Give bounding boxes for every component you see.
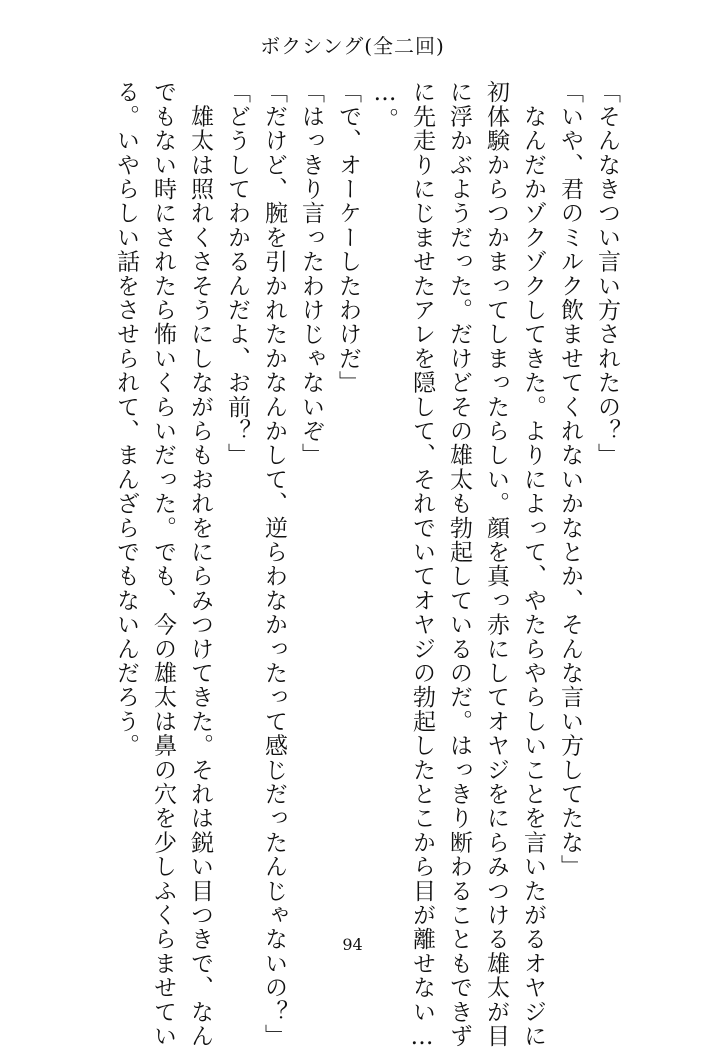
text-line: 「だけど、腕を引かれたかなんかして、逆らわなかったって感じだったんじゃないの？」 bbox=[261, 80, 287, 1048]
text-line: 「で、オーケーしたわけだ」 bbox=[335, 80, 361, 395]
text-line: でもない時にされたら怖いくらいだった。でも、今の雄太は鼻の穴を少しふくらませてい bbox=[150, 80, 176, 1048]
text-line: 初体験からつかまってしまったらしい。顔を真っ赤にしてオヤジをにらみつける雄太が目 bbox=[483, 80, 509, 1048]
text-line: 「そんなきつい言い方されたの？」 bbox=[594, 80, 620, 468]
text-line: 「どうしてわかるんだよ、お前？」 bbox=[224, 80, 250, 468]
page-number: 94 bbox=[342, 935, 363, 954]
text-line: …。 bbox=[372, 80, 398, 132]
text-line: に浮かぶようだった。だけどその雄太も勃起しているのだ。はっきり断わることもできず bbox=[446, 80, 472, 1048]
text-line: る。いやらしい話をさせられて、まんざらでもないんだろう。 bbox=[113, 80, 139, 758]
text-line: 「いや、君のミルク飲ませてくれないかなとか、そんな言い方してたな」 bbox=[557, 80, 583, 879]
text-line: なんだかゾクゾクしてきた。よりによって、やたらやらしいことを言いたがるオヤジに bbox=[520, 80, 546, 1048]
text-line: に先走りにじませたアレを隠して、それでいてオヤジの勃起したとこから目が離せない… bbox=[409, 80, 435, 1051]
text-line: 「はっきり言ったわけじゃないぞ」 bbox=[298, 80, 324, 468]
running-header: ボクシング(全二回) bbox=[260, 34, 445, 58]
text-line: 雄太は照れくさそうにしながらもおれをにらみつけてきた。それは鋭い目つきで、なん bbox=[187, 80, 213, 1048]
